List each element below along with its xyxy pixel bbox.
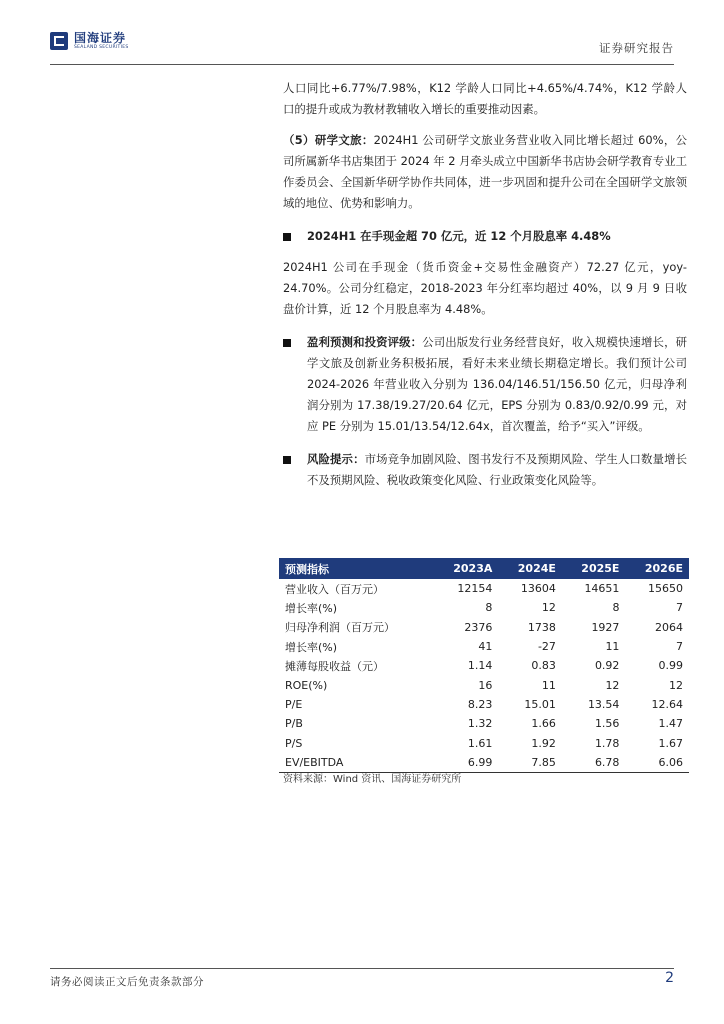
- table-cell: 1.32: [467, 717, 493, 731]
- logo-icon: [50, 32, 68, 50]
- table-cell: 1.66: [531, 717, 556, 731]
- table-header-cell: 2023A: [434, 558, 499, 579]
- table-cell: 营业收入（百万元）: [285, 582, 384, 596]
- table-cell: P/E: [285, 697, 303, 711]
- table-cell: 13.54: [587, 697, 620, 711]
- footer-divider: [50, 968, 674, 969]
- table-cell: 13604: [520, 582, 556, 596]
- table-cell: 12: [605, 678, 620, 692]
- table-cell: 6.99: [434, 753, 499, 773]
- forecast-label: 盈利预测和投资评级：: [307, 335, 423, 349]
- table-row: [279, 695, 689, 714]
- table-cell: 1.56: [594, 717, 620, 731]
- table-cell: 16: [478, 678, 493, 692]
- paragraph-cash: 2024H1 公司在手现金（货币资金+交易性金融资产）72.27 亿元，yoy-24.70%。公司分红稳定，2018-2023 年分红率均超过 40%，以 9 月 9 日收盘价计算，近 12 个月股息率为 4.48%。: [283, 260, 687, 316]
- logo-name-cn: 国海证券: [74, 31, 127, 45]
- table-cell: 1.78: [594, 736, 620, 750]
- table-cell: 归母净利润（百万元）: [285, 621, 395, 635]
- table-cell: P/B: [285, 717, 303, 731]
- page-number: 2: [665, 970, 674, 986]
- table-row: [279, 579, 689, 598]
- table-cell: 0.83: [531, 659, 556, 673]
- table-cell: 7.85: [498, 753, 562, 773]
- table-cell: P/S: [285, 736, 303, 750]
- table-cell: 1738: [527, 620, 556, 634]
- table-cell: 7: [676, 601, 683, 615]
- table-cell: 15.01: [524, 697, 556, 711]
- main-content: [283, 78, 687, 491]
- table-row: [279, 733, 689, 752]
- table-cell: 15650: [648, 582, 683, 596]
- bullet-square-icon: [283, 233, 291, 241]
- header-divider: [50, 64, 674, 65]
- table-cell: 8: [485, 601, 493, 615]
- table-cell: 11: [605, 640, 620, 654]
- bullet-square-icon: [283, 456, 291, 464]
- table-cell: 1927: [591, 620, 620, 634]
- table-cell: 12154: [457, 582, 493, 596]
- table-cell: 7: [676, 640, 683, 654]
- table-cell: 41: [478, 640, 493, 654]
- table-header-row: [279, 558, 689, 579]
- table-header-cell: 2025E: [562, 558, 626, 579]
- table-cell: 2064: [655, 620, 683, 634]
- table-cell: 增长率(%): [285, 601, 338, 615]
- table-cell: 12: [669, 678, 683, 692]
- table-cell: 6.06: [625, 753, 689, 773]
- risk-label: 风险提示：: [307, 452, 365, 466]
- table-cell: 1.61: [467, 736, 493, 750]
- table-source-note: 资料来源：Wind 资讯、国海证券研究所: [283, 774, 462, 785]
- table-cell: 12.64: [651, 697, 683, 711]
- forecast-table: [279, 558, 689, 773]
- page-header: [50, 28, 674, 64]
- table-cell: 增长率(%): [285, 640, 338, 654]
- study-travel-text: 2024H1 公司研学文旅业务营业收入同比增长超过 60%，公司所属新华书店集团于 2024 年 2 月牵头成立中国新华书店协会研学教育专业工作委员会、全国新华研学协作共同体，进一步巩固和提升公司在全国研学文旅领域的地位、优势和影响力。: [283, 133, 687, 210]
- table-row: [279, 598, 689, 617]
- table-cell: 1.67: [658, 736, 683, 750]
- risk-text: 市场竞争加剧风险、图书发行不及预期风险、学生人口数量增长不及预期风险、税收政策变化风险、行业政策变化风险等。: [307, 452, 687, 487]
- table-cell: ROE(%): [285, 678, 328, 692]
- table-cell: 8.23: [467, 697, 493, 711]
- table-row: [279, 656, 689, 675]
- section-heading-text: 2024H1 在手现金超 70 亿元，近 12 个月股息率 4.48%: [307, 229, 611, 243]
- table-cell: 1.14: [467, 659, 493, 673]
- table-cell: EV/EBITDA: [279, 753, 434, 773]
- table-row: [279, 675, 689, 694]
- table-cell: 2376: [464, 620, 493, 634]
- table-cell: 11: [541, 678, 556, 692]
- table-header-cell: 预测指标: [279, 558, 434, 579]
- table-cell: 8: [612, 601, 620, 615]
- table-row: [279, 637, 689, 656]
- study-travel-label: （5）研学文旅：: [283, 133, 374, 147]
- table-cell: 1.92: [531, 736, 556, 750]
- table-cell: 1.47: [658, 717, 683, 731]
- paragraph-population: 人口同比+6.77%/7.98%，K12 学龄人口同比+4.65%/4.74%，K12 学龄人口的提升或成为教材教辅收入增长的重要推动因素。: [283, 81, 687, 116]
- table-cell: 摊薄每股收益（元）: [285, 659, 384, 673]
- table-cell: 0.99: [658, 659, 683, 673]
- footer-disclaimer: 请务必阅读正文后免责条款部分: [50, 976, 204, 988]
- table-header-cell: 2024E: [498, 558, 562, 579]
- logo-name-en: SEALAND SECURITIES: [74, 45, 129, 50]
- company-logo: [50, 32, 129, 51]
- table-cell: 0.92: [594, 659, 620, 673]
- table-header-cell: 2026E: [625, 558, 689, 579]
- bullet-forecast: [283, 332, 687, 437]
- table-cell: -27: [537, 640, 556, 654]
- table-cell: 6.78: [562, 753, 626, 773]
- table-cell: 12: [541, 601, 556, 615]
- table-cell: 14651: [584, 582, 620, 596]
- bullet-square-icon: [283, 339, 291, 347]
- forecast-text: 公司出版发行业务经营良好，收入规模快速增长，研学文旅及创新业务积极拓展，看好未来业绩长期稳定增长。我们预计公司 2024-2026 年营业收入分别为 136.04/146.51/156.50 亿元，归母净利润分别为 17.38/19.27/20.64 亿元，EPS 分别为 0.83/0.92/0.99 元，对应 PE 分别为 15.01/13.54/12.64x，首次覆盖，给予“买入”评级。: [307, 335, 687, 433]
- paragraph-study-travel: [283, 130, 687, 214]
- table-row: [279, 714, 689, 733]
- table-row: [279, 618, 689, 637]
- bullet-risk: [283, 449, 687, 491]
- report-type-label: 证券研究报告: [599, 41, 674, 55]
- section-heading-cash: [283, 226, 687, 247]
